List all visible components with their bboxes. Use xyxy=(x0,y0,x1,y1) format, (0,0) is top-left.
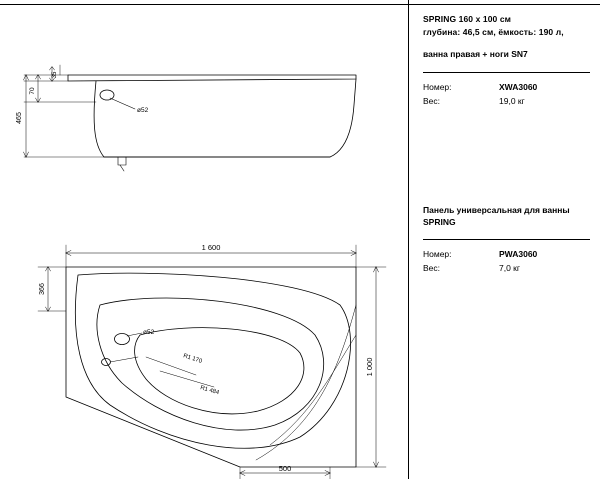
bath-weight-row xyxy=(423,94,590,108)
dim-text-radius-1: R1 170 xyxy=(182,353,203,365)
bath-weight-value: 19,0 кг xyxy=(499,96,525,106)
spec-divider-2 xyxy=(423,239,590,240)
drawing-svg xyxy=(0,5,408,479)
corner-arc-2 xyxy=(256,305,356,460)
dim-text-drain-side: ø52 xyxy=(137,107,149,114)
top-view-group xyxy=(38,245,386,479)
overflow-leader-top xyxy=(110,357,138,362)
overflow-circle-top xyxy=(102,359,111,366)
panel-spec-block xyxy=(423,204,590,275)
panel-title-line2: SPRING xyxy=(423,217,456,227)
bath-number-row xyxy=(423,80,590,94)
radius-leader-2 xyxy=(160,371,214,387)
spec-heading-line1: SPRING 160 x 100 см xyxy=(423,14,512,24)
drain-leader-side xyxy=(110,98,135,109)
bath-body-profile xyxy=(94,79,356,157)
dim-text-1600: 1 600 xyxy=(201,243,221,252)
dim-text-70: 70 xyxy=(29,87,36,95)
panel-title-line1: Панель универсальная для ванны xyxy=(423,205,570,215)
panel-title xyxy=(423,204,590,228)
dim-text-366: 366 xyxy=(39,283,46,295)
corner-arc-1 xyxy=(270,335,356,445)
dim-text-drain-top: ø52 xyxy=(143,329,155,336)
dim-text-35: 35 xyxy=(52,71,58,79)
spec-heading-line2: глубина: 46,5 см, ёмкость: 190 л, xyxy=(423,27,564,37)
spec-heading xyxy=(423,13,590,39)
panel-weight-value: 7,0 кг xyxy=(499,263,520,273)
drain-circle-side xyxy=(100,90,114,100)
waste-detail xyxy=(118,157,126,165)
technical-drawing xyxy=(0,5,408,479)
drain-circle-top xyxy=(115,334,130,345)
waste-pipe xyxy=(120,165,124,171)
panel-spec-table xyxy=(423,247,590,275)
spec-divider-1 xyxy=(423,72,590,73)
bath-number-value: XWA3060 xyxy=(499,82,538,92)
panel-weight-row xyxy=(423,261,590,275)
panel-number-row xyxy=(423,247,590,261)
bath-spec-table xyxy=(423,80,590,108)
dim-text-1000: 1 000 xyxy=(365,357,374,377)
bath-number-label: Номер: xyxy=(423,82,452,92)
bath-bottom-oval xyxy=(135,328,304,414)
dim-text-radius-2: R1 484 xyxy=(199,385,220,397)
spec-heading-line3: ванна правая + ноги SN7 xyxy=(423,49,528,59)
bath-rim-profile xyxy=(68,75,356,81)
bath-inner-oval xyxy=(97,298,324,430)
specification-panel xyxy=(409,5,600,479)
bath-weight-label: Вес: xyxy=(423,96,441,106)
side-view-group xyxy=(24,65,357,171)
panel-number-label: Номер: xyxy=(423,249,452,259)
panel-number-value: PWA3060 xyxy=(499,249,538,259)
dim-text-465: 465 xyxy=(16,112,23,124)
panel-weight-label: Вес: xyxy=(423,263,441,273)
dim-text-500: 500 xyxy=(278,464,292,473)
